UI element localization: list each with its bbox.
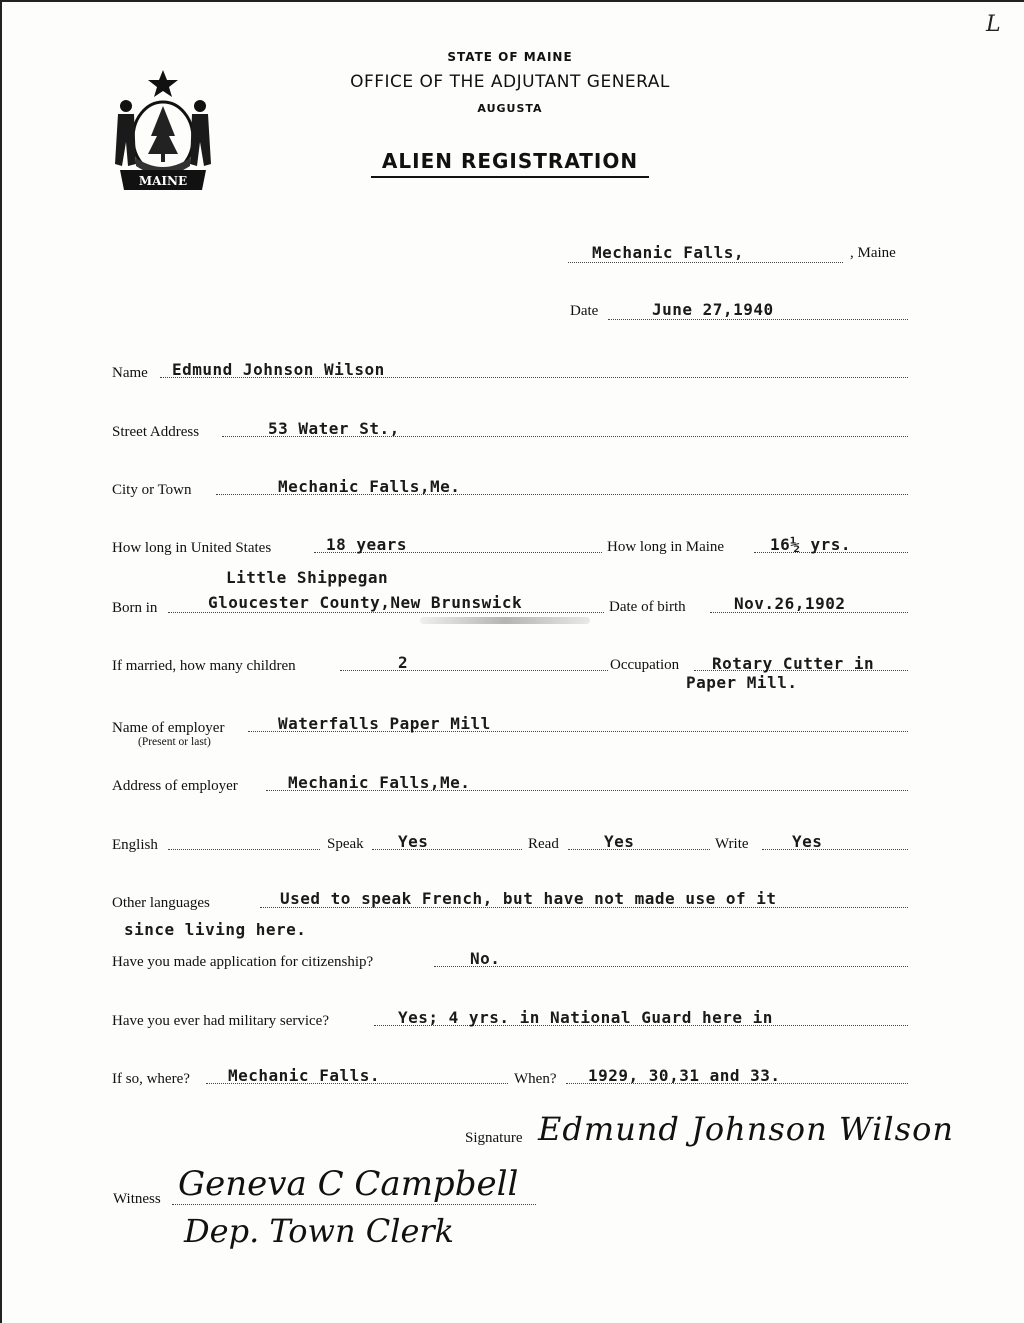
signature-value: Edmund Johnson Wilson <box>538 1110 954 1148</box>
children-line <box>340 670 608 671</box>
header-city: AUGUSTA <box>477 102 543 115</box>
citizenship-label: Have you made application for citizenship? <box>112 954 374 970</box>
maine-duration-value: 16½ yrs. <box>770 535 852 554</box>
employer-address-value: Mechanic Falls,Me. <box>288 773 471 792</box>
header-state: STATE OF MAINE <box>447 50 573 64</box>
name-label: Name <box>112 365 148 381</box>
witness-value-line2: Dep. Town Clerk <box>184 1212 455 1250</box>
citizenship-line <box>434 966 908 967</box>
corner-mark: L <box>986 12 1001 37</box>
speak-label: Speak <box>327 836 364 852</box>
scan-border-left <box>0 0 2 1323</box>
date-label: Date <box>570 303 599 319</box>
us-duration-label: How long in United States <box>112 540 272 556</box>
employer-value: Waterfalls Paper Mill <box>278 714 491 733</box>
born-line <box>168 612 604 613</box>
military-label: Have you ever had military service? <box>112 1013 329 1029</box>
children-value: 2 <box>398 653 409 672</box>
signature-label: Signature <box>465 1130 523 1146</box>
other-languages-label: Other languages <box>112 895 210 911</box>
town-value: Mechanic Falls, <box>592 243 744 262</box>
maine-suffix: , Maine <box>850 245 896 261</box>
children-label: If married, how many children <box>112 658 296 674</box>
speak-value: Yes <box>398 832 429 851</box>
form-title: ALIEN REGISTRATION <box>381 149 639 173</box>
maine-duration-label: How long in Maine <box>607 539 725 555</box>
born-label: Born in <box>112 600 158 616</box>
title-underline <box>371 176 649 178</box>
date-line <box>608 319 908 320</box>
write-label: Write <box>715 836 749 852</box>
when-label: When? <box>514 1071 557 1087</box>
seal-label: MAINE <box>138 174 188 188</box>
city-value: Mechanic Falls,Me. <box>278 477 461 496</box>
header-office: OFFICE OF THE ADJUTANT GENERAL <box>350 72 670 92</box>
read-line <box>568 849 710 850</box>
write-line <box>762 849 908 850</box>
name-value: Edmund Johnson Wilson <box>172 360 385 379</box>
write-value: Yes <box>792 832 823 851</box>
us-duration-value: 18 years <box>326 535 408 554</box>
employer-sublabel: (Present or last) <box>138 736 211 748</box>
employer-address-label: Address of employer <box>112 778 238 794</box>
where-value: Mechanic Falls. <box>228 1066 380 1085</box>
english-label: English <box>112 837 158 853</box>
street-label: Street Address <box>112 424 200 440</box>
where-label: If so, where? <box>112 1071 190 1087</box>
born-value-line1: Little Shippegan <box>226 568 389 587</box>
military-value: Yes; 4 yrs. in National Guard here in <box>398 1008 773 1027</box>
witness-label: Witness <box>113 1191 161 1207</box>
employer-label: Name of employer <box>112 720 225 736</box>
born-value-line2: Gloucester County,New Brunswick <box>208 593 523 612</box>
when-value: 1929, 30,31 and 33. <box>588 1066 781 1085</box>
town-line <box>568 262 843 263</box>
ink-smudge <box>420 617 590 624</box>
occupation-label: Occupation <box>610 657 680 673</box>
read-value: Yes <box>604 832 635 851</box>
read-label: Read <box>528 836 559 852</box>
city-label: City or Town <box>112 482 192 498</box>
witness-line <box>172 1204 536 1205</box>
speak-line <box>372 849 522 850</box>
occupation-value-line1: Rotary Cutter in <box>712 654 875 673</box>
citizenship-value: No. <box>470 949 501 968</box>
scan-border-top <box>0 0 1024 2</box>
date-value: June 27,1940 <box>652 300 774 319</box>
dob-label: Date of birth <box>609 599 686 615</box>
other-languages-value-line2: since living here. <box>124 920 307 939</box>
occupation-value-line2: Paper Mill. <box>686 673 798 692</box>
english-line <box>168 849 320 850</box>
street-value: 53 Water St., <box>268 419 400 438</box>
dob-value: Nov.26,1902 <box>734 594 846 613</box>
other-languages-value-line1: Used to speak French, but have not made use of it <box>280 889 777 908</box>
witness-value-line1: Geneva C Campbell <box>178 1164 519 1204</box>
